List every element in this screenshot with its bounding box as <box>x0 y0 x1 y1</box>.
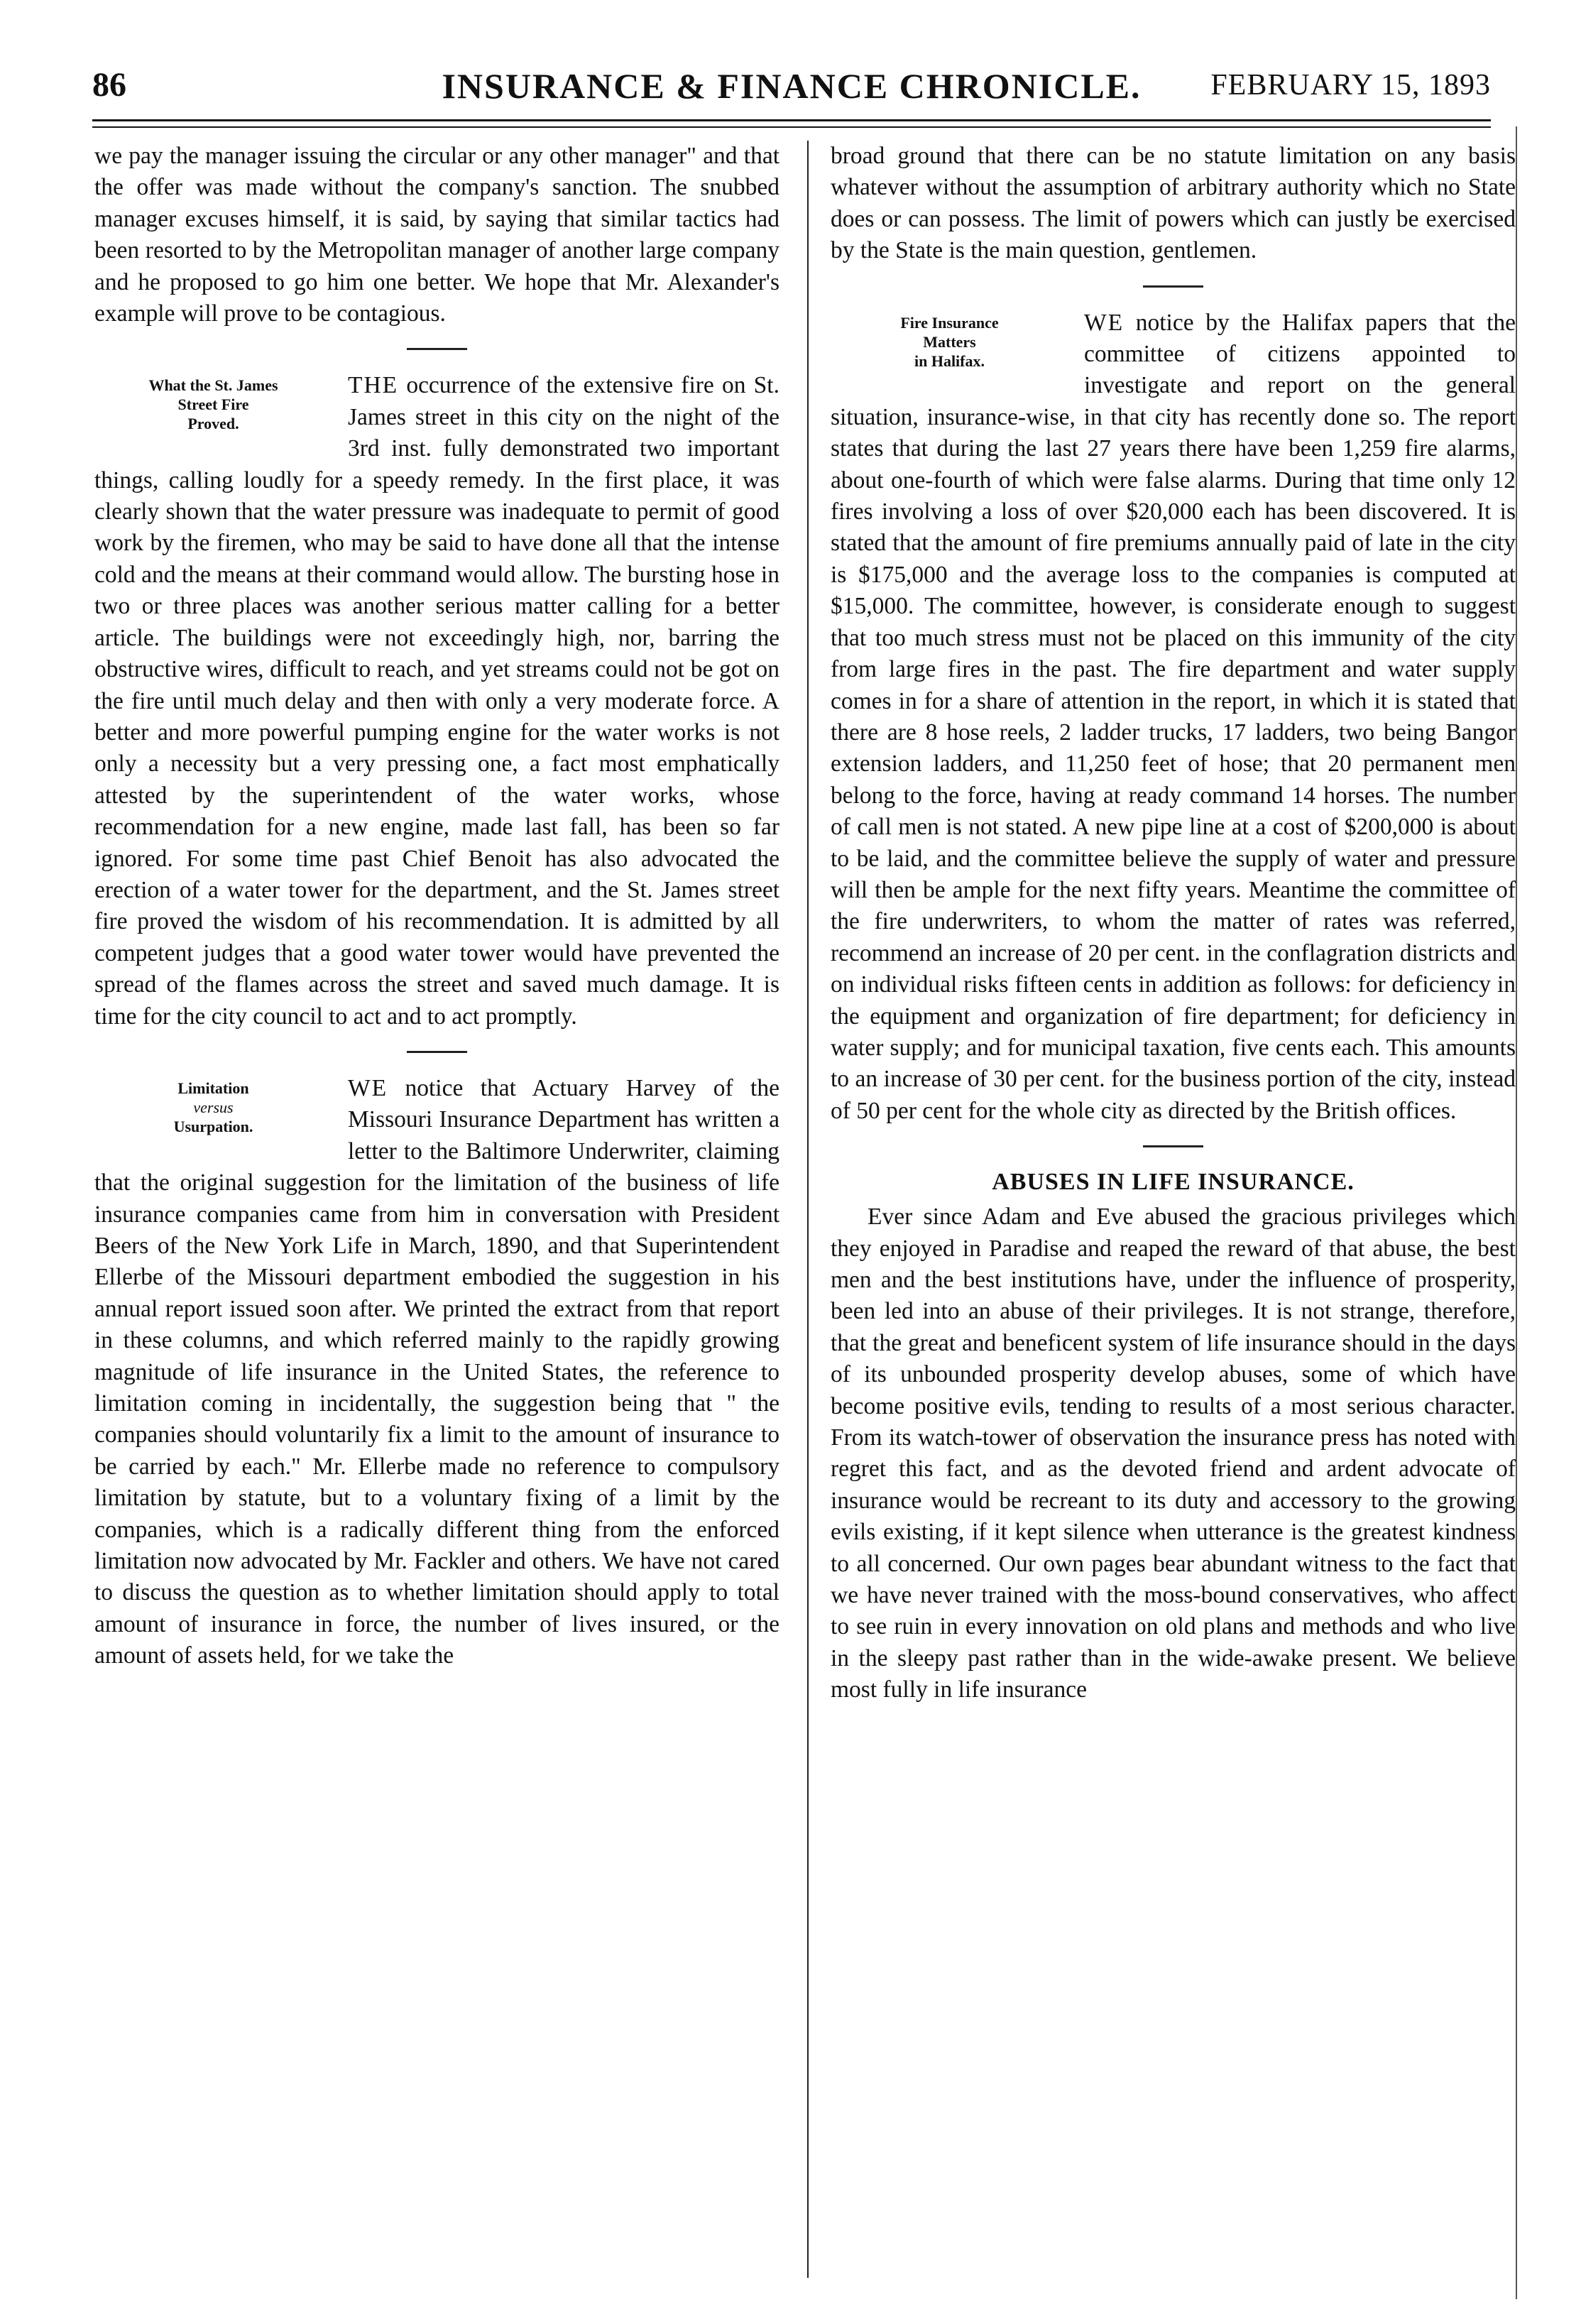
sidehead-halifax <box>831 313 1068 371</box>
sidehead-line: Usurpation. <box>173 1117 253 1135</box>
article-limitation <box>94 1073 779 1672</box>
section-divider <box>1143 1145 1203 1147</box>
sidehead-limitation <box>94 1079 332 1136</box>
sidehead-line: Matters <box>923 332 976 351</box>
article-heading: ABUSES IN LIFE INSURANCE. <box>992 1169 1355 1196</box>
page-edge-line <box>1516 126 1517 2299</box>
article-st-james-fire <box>94 370 779 1032</box>
sidehead-line: Street Fire <box>177 395 249 414</box>
page-header <box>92 65 1491 122</box>
sidehead-line: Fire Insurance <box>900 313 999 332</box>
left-column <box>94 141 779 2278</box>
sidehead-line: versus <box>193 1098 234 1116</box>
section-divider <box>1143 285 1203 288</box>
sidehead-st-james <box>94 376 332 433</box>
journal-title: INSURANCE & FINANCE CHRONICLE. <box>442 66 1142 106</box>
continued-paragraph: we pay the manager issuing the circular or any other manager" and that the offer was made without the company's sanction. The snubbed manager excuses himself, it is said, by saying that similar tactics had been resorted to by the Metropolitan manager of another large company and he proposed to go him one better. We hope that Mr. Alexander's example will prove to be contagious. <box>94 143 779 327</box>
sidehead-line: Proved. <box>187 415 239 433</box>
lead-word: THE <box>348 372 399 399</box>
article-body: occurrence of the extensive fire on St. James street in this city on the night of the 3rd inst. fully demonstrated two important things, calling loudly for a speedy remedy. In the first place, it was clearly shown that the water pressure was inadequate to permit of good work by the firemen, who may be said to have done all that the intense cold and the means at their command would allow. The bursting hose in two or three places was another serious matter calling for a better article. The buildings were not exceedingly high, nor, barring the obstructive wires, difficult to reach, and yet streams could not be got on the fire until much delay and then with only a very moderate force. A better and more powerful pumping engine for the water works is not only a necessity but a very pressing one, a fact most emphatically attested by the superintendent of the water works, whose recommendation for a new engine, made last fall, has been so far ignored. For some time past Chief Benoit has also advocated the erection of a water tower for the department, and the St. James street fire proved the wisdom of his recommendation. It is admitted by all competent judges that a good water tower would have prevented the spread of the flames across the street and saved much damage. It is time for the city council to act and to act promptly. <box>94 372 779 1030</box>
sidehead-line: What the St. James <box>148 376 278 395</box>
sidehead-line: Limitation <box>177 1079 249 1097</box>
issue-date: FEBRUARY 15, 1893 <box>1210 69 1491 102</box>
right-column <box>831 141 1516 2278</box>
lead-word: WE <box>348 1074 388 1101</box>
article-body: Ever since Adam and Eve abused the gracious privileges which they enjoyed in Paradise and reaped the reward of that abuse, the best men and the best institutions have, under the influence of prosperity, been led into an abuse of their privileges. It is not strange, therefore, that the great and beneficent system of life insurance should in the days of its unbounded prosperity develop abuses, some of which have become positive evils, tending to results of a most serious character. From its watch-tower of observation the insurance press has noted with regret this fact, and as the devoted friend and ardent advocate of insurance would be recreant to its duty and accessory to the growing evils existing, if it kept silence when utterance is the greatest kindness to all concerned. Our own pages bear abundant witness to the fact that we have never trained with the moss-bound conservatives, who affect to see ruin in every innovation on old plans and methods and who live in the sleepy past rather than in the wide-awake present. We believe most fully in life insurance <box>831 1204 1516 1703</box>
header-rule <box>92 119 1491 121</box>
article-body: notice by the Halifax papers that the committee of citizens appointed to investigate and report on the general situation, insurance-wise, in that city has recently done so. The report states that during the last 27 years there have been 1,259 fire alarms, about one-fourth of which were false alarms. During that time only 12 fires involving a loss of over $20,000 each has been discovered. It is stated that the amount of fire premiums annually paid of late in the city is $175,000 and the average loss to the companies is computed at $15,000. The committee, however, is considerate enough to suggest that too much stress must not be placed on this immunity of the city from large fires in the past. The fire department and water supply comes in for a share of attention in the report, in which it is stated that there are 8 hose reels, 2 ladder trucks, 17 ladders, two being Bangor extension ladders, and 11,250 feet of hose; that 20 permanent men belong to the force, having at ready command 14 horses. The number of call men is not stated. A new pipe line at a cost of $200,000 is about to be laid, and the committee believe the supply of water and pressure will then be ample for the next fifty years. Meantime the committee of the fire underwriters, to whom the matter of rates was referred, recommend an increase of 20 per cent. in the conflagration districts and on individual risks fifteen cents in addition as follows: for deficiency in the equipment and organization of fire department; for deficiency in water supply; and for municipal taxation, five cents each. This amounts to an increase of 30 per cent. for the business portion of the city, instead of 50 per cent for the whole city as directed by the British offices. <box>831 309 1516 1124</box>
sidehead-line: in Halifax. <box>914 351 985 370</box>
page-number: 86 <box>92 66 126 104</box>
column-divider <box>807 141 809 2278</box>
article-body: notice that Actuary Harvey of the Missouri Insurance Department has written a letter to the Baltimore Underwriter, claiming that the original suggestion for the limitation of the business of life insurance companies came from him in conversation with President Beers of the New York Life in March, 1890, and that Superintendent Ellerbe of the Missouri department embodied the suggestion in his annual report issued soon after. We printed the extract from that report in these columns, and which referred mainly to the rapidly growing magnitude of life insurance in the United States, the reference to limitation coming in incidentally, the suggestion being that " the companies should voluntarily fix a limit to the amount of insurance to be carried by each." Mr. Ellerbe made no reference to compulsory limitation by statute, but to a voluntary fixing of a limit by the companies, which is a radically different thing from the enforced limitation now advocated by Mr. Fackler and others. We have not cared to discuss the question as to whether limitation should apply to total amount of insurance in force, the number of lives insured, or the amount of assets held, for we take the <box>94 1074 779 1669</box>
header-rule-secondary <box>92 126 1491 128</box>
continued-paragraph: broad ground that there can be no statute limitation on any basis whatever without the assumption of arbitrary authority which no State does or can possess. The limit of powers which can justly be exercised by the State is the main question, gentlemen. <box>831 143 1516 264</box>
section-divider <box>407 348 467 350</box>
lead-word: WE <box>1084 309 1125 336</box>
article-halifax <box>831 307 1516 1128</box>
section-divider <box>407 1051 467 1053</box>
